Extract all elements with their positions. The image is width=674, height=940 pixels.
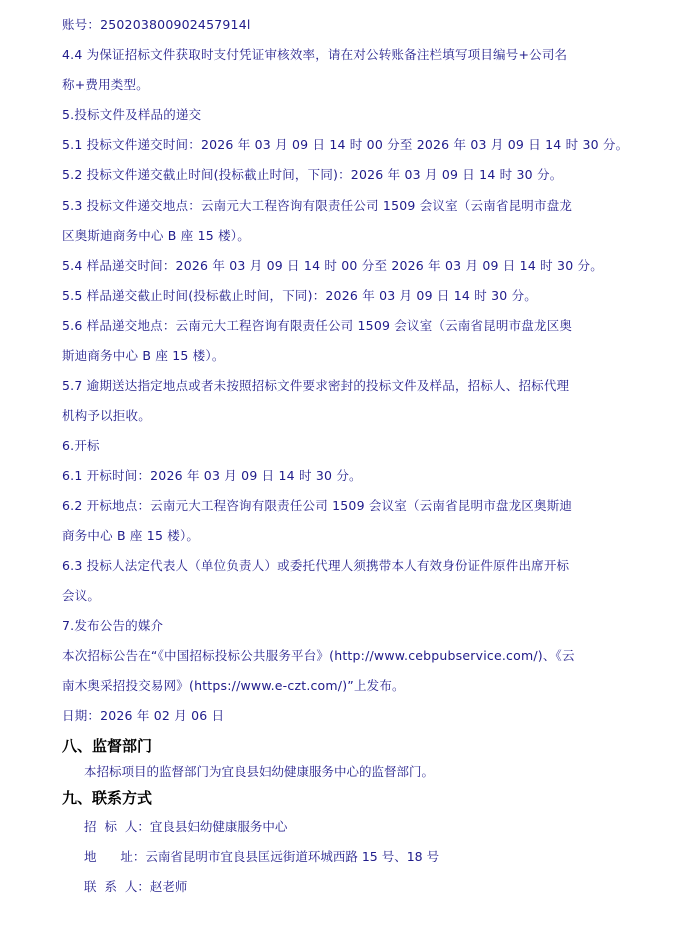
paragraph-6-2-line-1: 6.2 开标地点：云南元大工程咨询有限责任公司 1509 会议室（云南省昆明市盘龙区奥斯迪 <box>62 498 573 513</box>
contact-label-person: 联 系 人： <box>84 879 150 894</box>
contact-label-address: 地 址： <box>84 849 146 864</box>
section-8-heading: 八、监督部门 <box>62 737 153 755</box>
contact-row-person <box>84 879 187 895</box>
contact-value-person: 赵老师 <box>149 879 188 894</box>
section-5-heading: 5.投标文件及样品的递交 <box>62 107 202 122</box>
paragraph-4-4-line-2: 称+费用类型。 <box>62 77 149 92</box>
paragraph-6-1: 6.1 开标时间：2026 年 03 月 09 日 14 时 30 分。 <box>62 468 362 483</box>
section-8-body: 本招标项目的监督部门为宜良县妇幼健康服务中心的监督部门。 <box>84 764 435 779</box>
paragraph-5-7-line-1: 5.7 逾期送达指定地点或者未按照招标文件要求密封的投标文件及样品，招标人、招标代理 <box>62 378 570 393</box>
paragraph-4-4-line-1: 4.4 为保证招标文件获取时支付凭证审核效率，请在对公转账备注栏填写项目编号+公司名 <box>62 47 568 62</box>
account-number: 账号：250203800902457914l <box>62 17 251 32</box>
contact-row-address <box>84 849 439 865</box>
paragraph-7-line-1: 本次招标公告在“《中国招标投标公共服务平台》(http://www.cebpubservice.com/)、《云 <box>62 648 575 663</box>
paragraph-5-3-line-1: 5.3 投标文件递交地点：云南元大工程咨询有限责任公司 1509 会议室（云南省昆明市盘龙 <box>62 198 573 213</box>
paragraph-7-line-2: 南木奥采招投交易网》(https://www.e-czt.com/)”上发布。 <box>62 678 405 693</box>
announcement-date: 日期：2026 年 02 月 06 日 <box>62 708 225 723</box>
section-9-heading: 九、联系方式 <box>62 789 153 807</box>
paragraph-5-4: 5.4 样品递交时间：2026 年 03 月 09 日 14 时 00 分至 2026 年 03 月 09 日 14 时 30 分。 <box>62 258 603 273</box>
paragraph-5-7-line-2: 机构予以拒收。 <box>62 408 151 423</box>
paragraph-5-5: 5.5 样品递交截止时间(投标截止时间，下同)：2026 年 03 月 09 日 14 时 30 分。 <box>62 288 538 303</box>
paragraph-6-3-line-2: 会议。 <box>62 588 101 603</box>
paragraph-5-6-line-1: 5.6 样品递交地点：云南元大工程咨询有限责任公司 1509 会议室（云南省昆明市盘龙区奥 <box>62 318 573 333</box>
contact-label-tenderer: 招 标 人： <box>84 819 150 834</box>
section-7-heading: 7.发布公告的媒介 <box>62 618 164 633</box>
paragraph-5-1: 5.1 投标文件递交时间：2026 年 03 月 09 日 14 时 00 分至 2026 年 03 月 09 日 14 时 30 分。 <box>62 137 629 152</box>
paragraph-6-3-line-1: 6.3 投标人法定代表人（单位负责人）或委托代理人须携带本人有效身份证件原件出席开标 <box>62 558 570 573</box>
contact-row-tenderer <box>84 819 287 835</box>
contact-value-tenderer: 宜良县妇幼健康服务中心 <box>149 819 288 834</box>
contact-value-address: 云南省昆明市宜良县匡远街道环城西路 15 号、18 号 <box>145 849 440 864</box>
section-6-heading: 6.开标 <box>62 438 100 453</box>
paragraph-5-3-line-2: 区奥斯迪商务中心 B 座 15 楼）。 <box>62 228 250 243</box>
paragraph-5-2: 5.2 投标文件递交截止时间(投标截止时间，下同)：2026 年 03 月 09 日 14 时 30 分。 <box>62 167 563 182</box>
paragraph-6-2-line-2: 商务中心 B 座 15 楼）。 <box>62 528 200 543</box>
paragraph-5-6-line-2: 斯迪商务中心 B 座 15 楼）。 <box>62 348 225 363</box>
